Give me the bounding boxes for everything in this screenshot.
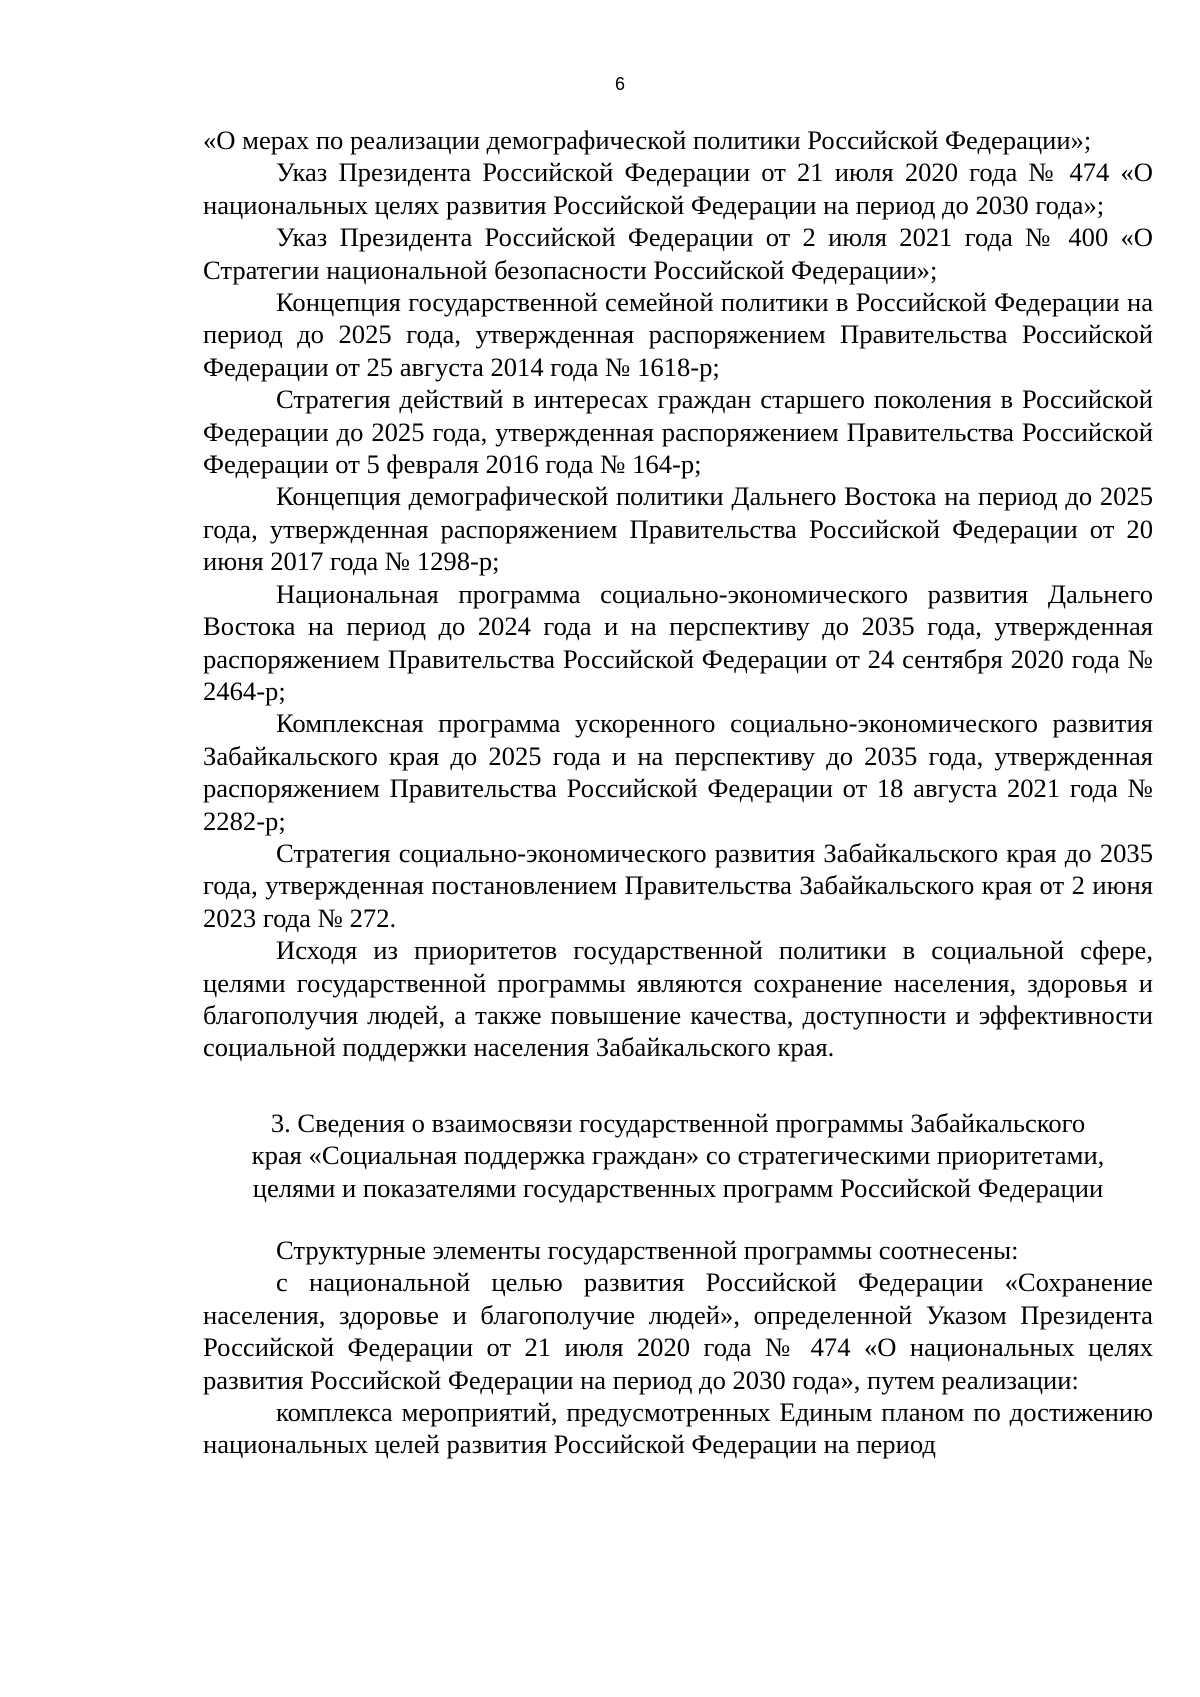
section-heading <box>203 1107 1153 1204</box>
paragraph-zabaikalsky-complex-program: Комплексная программа ускоренного социально-экономического развития Забайкальского края до 2025 года и на перспективу до 2035 года, утвержденная распоряжением Правительства Российской Федерации от 18 августа 2021 года № 2282-р; <box>203 708 1153 836</box>
document-body <box>203 124 1153 1461</box>
page-number: 6 <box>614 74 625 94</box>
paragraph-structural-elements: Структурные элементы государственной программы соотнесены: <box>276 1235 1019 1265</box>
paragraph-far-east-demography: Концепция демографической политики Дальнего Востока на период до 2025 года, утвержденная распоряжением Правительства Российской Федерации от 20 июня 2017 года № 1298-р; <box>203 481 1153 577</box>
paragraph-unified-plan: комплекса мероприятий, предусмотренных Единым планом по достижению национальных целей развития Российской Федерации на период <box>203 1397 1153 1460</box>
paragraph-program-goals: Исходя из приоритетов государственной политики в социальной сфере, целями государственной программы являются сохранение населения, здоровья и благополучия людей, а также повышение качества, доступности и эффективности социальной поддержки населения Забайкальского края. <box>203 935 1153 1063</box>
section-heading-line: целями и показателями государственных программ Российской Федерации <box>252 1172 1104 1203</box>
paragraph-family-policy-concept: Концепция государственной семейной политики в Российской Федерации на период до 2025 года, утвержденная распоряжением Правительства Российской Федерации от 25 августа 2014 года № 1618-р; <box>203 287 1153 382</box>
paragraph-elderly-strategy: Стратегия действий в интересах граждан старшего поколения в Российской Федерации до 2025 года, утвержденная распоряжением Правительства Российской Федерации от 5 февраля 2016 года № 164-р; <box>203 384 1153 480</box>
paragraph-national-goal: с национальной целью развития Российской Федерации «Сохранение населения, здоровье и благополучие людей», определенной Указом Президента Российской Федерации от 21 июля 2020 года № 474 «О национальных целях развития Российской Федерации на период до 2030 года», путем реализации: <box>203 1267 1153 1395</box>
paragraph-decree-400: Указ Президента Российской Федерации от 2 июля 2021 года № 400 «О Стратегии национальной безопасности Российской Федерации»; <box>203 222 1153 285</box>
paragraph-far-east-program: Национальная программа социально-экономического развития Дальнего Востока на период до 2024 года и на перспективу до 2035 года, утвержденная распоряжением Правительства Российской Федерации от 24 сентября 2020 года № 2464-р; <box>203 578 1153 706</box>
section-heading-line: 3. Сведения о взаимосвязи государственной программы Забайкальского <box>270 1107 1086 1138</box>
paragraph-decree-title-continuation: «О мерах по реализации демографической политики Российской Федерации»; <box>203 125 1092 155</box>
paragraph-decree-474: Указ Президента Российской Федерации от 21 июля 2020 года № 474 «О национальных целях развития Российской Федерации на период до 2030 года»; <box>203 157 1153 220</box>
paragraph-zabaikalsky-strategy: Стратегия социально-экономического развития Забайкальского края до 2035 года, утвержденная постановлением Правительства Забайкальского края от 2 июня 2023 года № 272. <box>203 837 1153 933</box>
section-heading-line: края «Социальная поддержка граждан» со стратегическими приоритетами, <box>251 1140 1105 1171</box>
